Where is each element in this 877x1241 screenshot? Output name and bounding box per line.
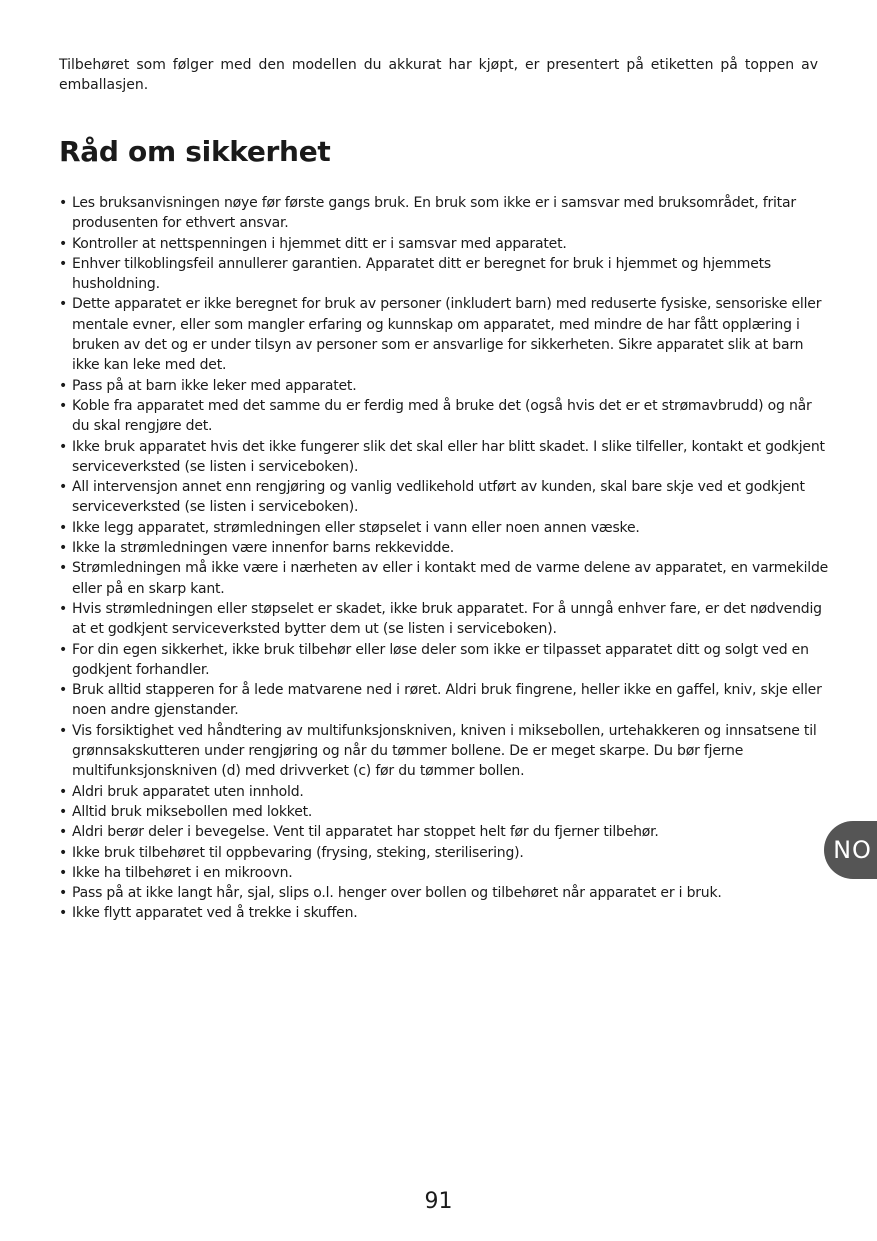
bullet-icon: • bbox=[59, 296, 68, 313]
list-item bbox=[59, 822, 829, 842]
bullet-icon: • bbox=[59, 377, 68, 394]
list-item bbox=[59, 294, 829, 375]
list-item-text: Ikke ha tilbehøret i en mikroovn. bbox=[72, 864, 293, 881]
bullet-icon: • bbox=[59, 560, 68, 577]
bullet-icon: • bbox=[59, 844, 68, 861]
bullet-icon: • bbox=[59, 905, 68, 922]
list-item-text: Ikke flytt apparatet ved å trekke i skuffen. bbox=[72, 905, 358, 922]
bullet-icon: • bbox=[59, 255, 68, 272]
list-item-text: Kontroller at nettspenningen i hjemmet ditt er i samsvar med apparatet. bbox=[72, 235, 567, 252]
bullet-icon: • bbox=[59, 824, 68, 841]
language-tab bbox=[824, 821, 877, 879]
list-item bbox=[59, 254, 829, 295]
list-item-text: Ikke bruk apparatet hvis det ikke fungerer slik det skal eller har blitt skadet. I slike tilfeller, kontakt et godkjent serviceverksted (se listen i serviceboken). bbox=[72, 438, 825, 475]
list-item-text: Aldri berør deler i bevegelse. Vent til apparatet har stoppet helt før du fjerner tilbehør. bbox=[72, 824, 659, 841]
list-item-text: Bruk alltid stapperen for å lede matvarene ned i røret. Aldri bruk fingrene, heller ikke en gaffel, kniv, skje eller noen andre gjenstander. bbox=[72, 682, 822, 719]
list-item-text: Alltid bruk miksebollen med lokket. bbox=[72, 803, 313, 820]
list-item bbox=[59, 538, 829, 558]
bullet-icon: • bbox=[59, 397, 68, 414]
list-item bbox=[59, 477, 829, 518]
list-item-text: Koble fra apparatet med det samme du er ferdig med å bruke det (også hvis det er et strømavbrudd) og når du skal rengjøre det. bbox=[72, 397, 812, 435]
bullet-icon: • bbox=[59, 682, 68, 699]
list-item bbox=[59, 903, 829, 923]
list-item bbox=[59, 883, 829, 903]
bullet-icon: • bbox=[59, 195, 68, 211]
safety-bullet-list bbox=[59, 193, 829, 924]
bullet-icon: • bbox=[59, 540, 68, 557]
list-item-text: Enhver tilkoblingsfeil annullerer garantien. Apparatet ditt er beregnet for bruk i hjemmet og hjemmets husholdning. bbox=[72, 255, 772, 293]
list-item-text: Pass på at barn ikke leker med apparatet. bbox=[72, 377, 357, 394]
bullet-icon: • bbox=[59, 783, 68, 800]
list-item bbox=[59, 640, 829, 681]
list-item-text: Vis forsiktighet ved håndtering av multifunksjonskniven, kniven i miksebollen, urtehakkeren og innsatsene til grønnsakskutteren under rengjøring og når du tømmer bollene. De er meget skarpe. Du bør fjerne multifunksjonskniven (d) med drivverket (c) før du tømmer bollen. bbox=[72, 722, 817, 780]
list-item bbox=[59, 721, 829, 782]
list-item bbox=[59, 234, 829, 254]
list-item bbox=[59, 193, 829, 234]
bullet-icon: • bbox=[59, 641, 68, 658]
list-item-text: Hvis strømledningen eller støpselet er skadet, ikke bruk apparatet. For å unngå enhver fare, er det nødvendig at et godkjent serviceverksted bytter dem ut (se listen i serviceboken). bbox=[72, 600, 822, 638]
list-item-text: Les bruksanvisningen nøye før første gangs bruk. En bruk som ikke er i samsvar med bruksområdet, fritar produsenten for ethvert ansvar. bbox=[72, 195, 796, 232]
bullet-icon: • bbox=[59, 722, 68, 739]
bullet-icon: • bbox=[59, 438, 68, 455]
bullet-icon: • bbox=[59, 519, 68, 536]
list-item-text: Strømledningen må ikke være i nærheten av eller i kontakt med de varme delene av apparatet, en varmekilde eller på en skarp kant. bbox=[72, 560, 829, 597]
intro-paragraph: Tilbehøret som følger med den modellen du akkurat har kjøpt, er presentert på etiketten på toppen av emballasjen. bbox=[59, 57, 818, 93]
list-item bbox=[59, 782, 829, 802]
bullet-icon: • bbox=[59, 600, 68, 617]
list-item-text: Aldri bruk apparatet uten innhold. bbox=[72, 783, 304, 800]
list-item-text: Ikke legg apparatet, strømledningen eller støpselet i vann eller noen annen væske. bbox=[72, 519, 640, 536]
list-item-text: For din egen sikkerhet, ikke bruk tilbehør eller løse deler som ikke er tilpasset apparatet ditt og solgt ved en godkjent forhandler. bbox=[72, 641, 809, 678]
list-item bbox=[59, 396, 829, 437]
list-item-text: Dette apparatet er ikke beregnet for bruk av personer (inkludert barn) med reduserte fysiske, sensoriske eller mentale evner, eller som mangler erfaring og kunnskap om apparatet, med mindre de har fått opplæring i bruken av det og er under tilsyn av personer som er ansvarlige for sikkerheten. Sikre apparatet slik at barn ikke kan leke med det. bbox=[72, 296, 822, 374]
list-item bbox=[59, 680, 829, 721]
list-item bbox=[59, 437, 829, 478]
list-item-text: Pass på at ikke langt hår, sjal, slips o.l. henger over bollen og tilbehøret når apparatet er i bruk. bbox=[72, 885, 722, 902]
list-item-text: Ikke bruk tilbehøret til oppbevaring (frysing, steking, sterilisering). bbox=[72, 844, 524, 861]
list-item bbox=[59, 843, 829, 863]
bullet-icon: • bbox=[59, 864, 68, 881]
section-title: Råd om sikkerhet bbox=[59, 135, 331, 168]
list-item-text: Ikke la strømledningen være innenfor barns rekkevidde. bbox=[72, 540, 454, 557]
list-item bbox=[59, 599, 829, 640]
list-item bbox=[59, 863, 829, 883]
bullet-icon: • bbox=[59, 885, 68, 902]
list-item bbox=[59, 802, 829, 822]
language-code: NO bbox=[833, 836, 872, 864]
list-item-text: All intervensjon annet enn rengjøring og vanlig vedlikehold utført av kunden, skal bare skje ved et godkjent serviceverksted (se listen i serviceboken). bbox=[72, 479, 805, 516]
bullet-icon: • bbox=[59, 479, 68, 496]
bullet-icon: • bbox=[59, 235, 68, 252]
list-item bbox=[59, 518, 829, 538]
page-number: 91 bbox=[424, 1189, 453, 1214]
list-item bbox=[59, 376, 829, 396]
bullet-icon: • bbox=[59, 803, 68, 820]
list-item bbox=[59, 558, 829, 599]
